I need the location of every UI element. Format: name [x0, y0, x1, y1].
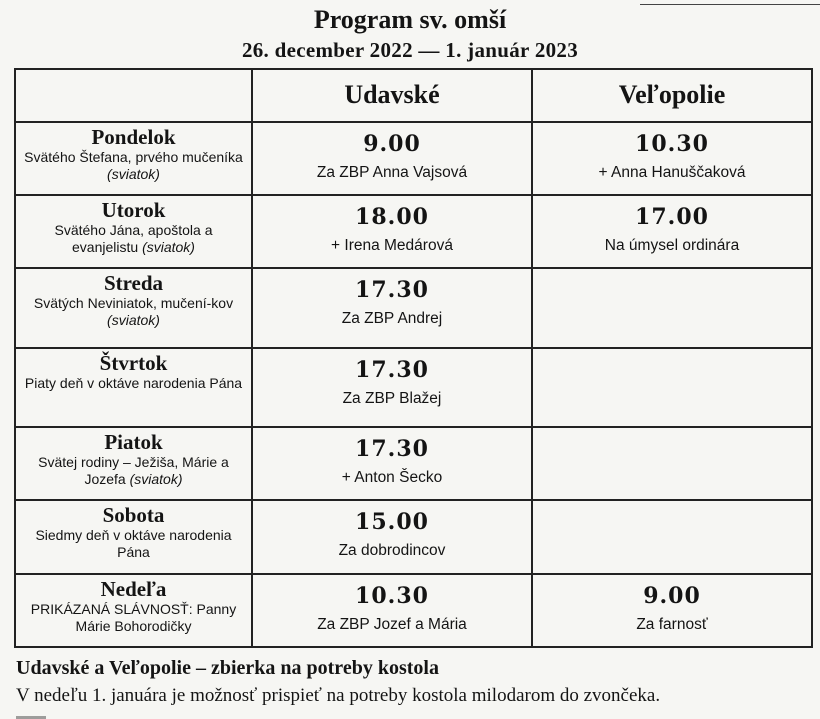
day-description: Svätého Štefana, prvého mučeníka (sviatok) — [24, 148, 243, 182]
day-cell — [15, 427, 252, 500]
day-cell — [15, 574, 252, 647]
mass-intention: Za ZBP Anna Vajsová — [316, 163, 468, 181]
udavske-cell — [252, 195, 532, 268]
mass-time: 17.30 — [355, 356, 429, 383]
mass-intention: Za ZBP Andrej — [341, 310, 443, 328]
udavske-cell — [252, 348, 532, 427]
mass-time: 15.00 — [355, 509, 429, 536]
mass-intention: + Anton Šecko — [341, 469, 443, 487]
day-description: Piaty deň v oktáve narodenia Pána — [24, 374, 243, 391]
day-description: Siedmy deň v oktáve narodenia Pána — [35, 527, 232, 561]
table-row — [15, 427, 812, 500]
table-row — [15, 268, 812, 347]
table-row — [15, 195, 812, 268]
column-header-day — [15, 69, 252, 122]
udavske-cell — [252, 268, 532, 347]
date-range-subtitle: 26. december 2022 — 1. január 2023 — [241, 38, 579, 62]
day-description: Svätých Neviniatok, mučení-kov (sviatok) — [33, 295, 234, 329]
udavske-cell — [252, 122, 532, 195]
cut-off-text-fragment — [16, 712, 52, 719]
mass-intention: + Anna Hanuščaková — [598, 163, 746, 181]
day-cell — [15, 195, 252, 268]
mass-time: 17.30 — [355, 277, 429, 304]
mass-schedule-table — [14, 68, 813, 648]
feast-note: (sviatok) — [107, 312, 160, 329]
day-name: Štvrtok — [99, 350, 168, 375]
mass-intention: Na úmysel ordinára — [604, 237, 740, 255]
feast-note: (sviatok) — [107, 165, 160, 182]
day-cell — [15, 268, 252, 347]
table-row — [15, 500, 812, 573]
feast-note: (sviatok) — [129, 471, 183, 488]
mass-time: 17.00 — [635, 204, 709, 231]
collection-heading: Udavské a Veľopolie – zbierka na potreby kostola — [16, 657, 439, 679]
day-name: Utorok — [101, 198, 166, 223]
page-title: Program sv. omší — [313, 5, 507, 34]
day-name: Piatok — [104, 430, 163, 455]
mass-intention: Za ZBP Blažej — [342, 389, 442, 407]
table-row — [15, 574, 812, 647]
udavske-cell — [252, 500, 532, 573]
udavske-cell — [252, 574, 532, 647]
udavske-cell — [252, 427, 532, 500]
velopolie-cell — [532, 268, 812, 347]
day-description: Svätého Jána, apoštola a evanjelistu (sviatok) — [54, 222, 213, 256]
mass-time: 9.00 — [363, 130, 421, 157]
mass-intention: Za farnosť — [636, 615, 708, 633]
table-row — [15, 122, 812, 195]
day-name: Nedeľa — [100, 576, 167, 601]
mass-intention: Za ZBP Jozef a Mária — [317, 615, 467, 633]
mass-intention: Za dobrodincov — [338, 542, 446, 560]
day-description: Svätej rodiny – Ježiša, Márie a Jozefa (sviatok) — [38, 454, 229, 488]
table-row — [15, 348, 812, 427]
velopolie-cell — [532, 348, 812, 427]
day-name: Streda — [103, 271, 164, 296]
mass-time: 10.30 — [635, 130, 709, 157]
day-cell — [15, 500, 252, 573]
day-name: Sobota — [102, 503, 165, 528]
column-header-velopolie: Veľopolie — [532, 69, 812, 122]
mass-intention: + Irena Medárová — [331, 237, 453, 255]
mass-time: 10.30 — [355, 582, 429, 609]
velopolie-cell — [532, 500, 812, 573]
mass-time: 17.30 — [355, 436, 429, 463]
velopolie-cell — [532, 574, 812, 647]
collection-text: V nedeľu 1. januára je možnosť prispieť na potreby kostola milodarom do zvončeka. — [16, 685, 661, 706]
day-name: Pondelok — [91, 124, 176, 149]
velopolie-cell — [532, 122, 812, 195]
day-cell — [15, 348, 252, 427]
mass-time: 9.00 — [643, 582, 701, 609]
column-header-udavske: Udavské — [252, 69, 532, 122]
table-header-row — [15, 69, 812, 122]
day-description: PRIKÁZANÁ SLÁVNOSŤ: Panny Márie Bohorodičky — [30, 600, 237, 634]
velopolie-cell — [532, 427, 812, 500]
feast-note: (sviatok) — [142, 239, 195, 256]
day-cell — [15, 122, 252, 195]
velopolie-cell — [532, 195, 812, 268]
mass-time: 18.00 — [355, 204, 429, 231]
